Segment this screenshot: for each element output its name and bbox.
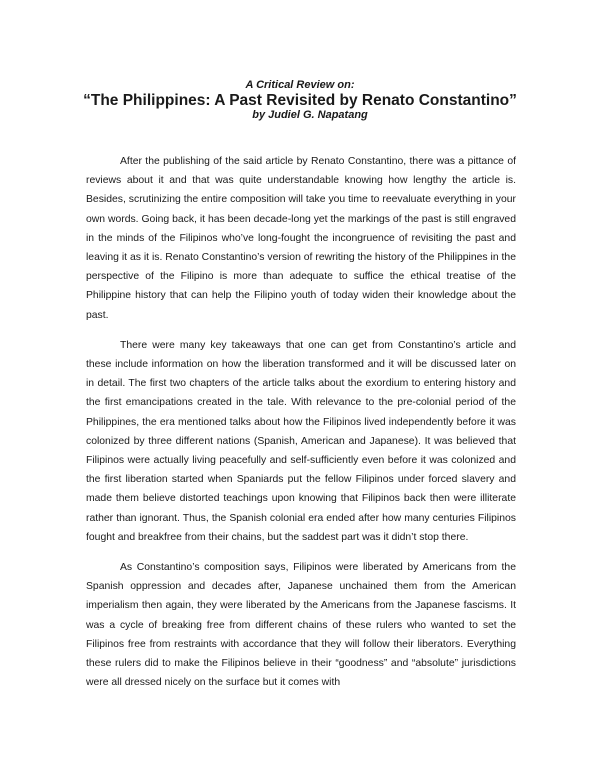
author-byline: by Judiel G. Napatang — [252, 109, 368, 121]
document-body — [86, 152, 516, 703]
paragraph-2: There were many key takeaways that one can get from Constantino’s article and these include information on how the liberation transformed and it will be discussed later on in detail. The first two chapters of the article talks about the exordium to entering history and the first emancipations created in the tale. With relevance to the pre-colonial period of the Philippines, the era mentioned talks about how the Filipinos lived independently before it was colonized by three different nations (Spanish, American and Japanese). It was believed that Filipinos were actually living peacefully and self-sufficiently even before it was colonized and the first liberation started when Spaniards put the fellow Filipinos under forced slavery and made them believe distorted teachings upon knowing that Filipinos back then were illiterate rather than ignorant. Thus, the Spanish colonial era ended after how many centuries Filipinos fought and breakfree from their chains, but the saddest part was it didn’t stop there. — [86, 339, 516, 543]
paragraph-3: As Constantino’s composition says, Filipinos were liberated by Americans from the Spanish oppression and decades after, Japanese unchained them from the American imperialism then again, they were liberated by the Americans from the Japanese fascisms. It was a cycle of breaking free from different chains of these rulers who wanted to set the Filipinos free from restraints with accordance that they will follow their liberators. Everything these rulers did to make the Filipinos believe in their “goodness” and “absolute” jurisdictions were all dressed nicely on the surface but it comes with — [86, 562, 516, 689]
document-title: “The Philippines: A Past Revisited by Renato Constantino” — [83, 92, 517, 109]
paragraph-1: After the publishing of the said article by Renato Constantino, there was a pittance of reviews about it and that was quite understandable knowing how lengthy the article is. Besides, scrutinizing the entire composition will take you time to reevaluate everything in your own words. Going back, it has been decade-long yet the markings of the past is still engraved in the minds of the Filipinos who’ve long-fought the incongruence of revisiting the past and leaving it as it is. Renato Constantino’s version of rewriting the history of the Philippines in the perspective of the Filipino is more than adequate to suffice the ethical treatise of the Philippine history that can help the Filipino youth of today widen their knowledge about the past. — [86, 156, 516, 321]
pretitle: A Critical Review on: — [245, 79, 355, 91]
document-header — [0, 79, 600, 122]
